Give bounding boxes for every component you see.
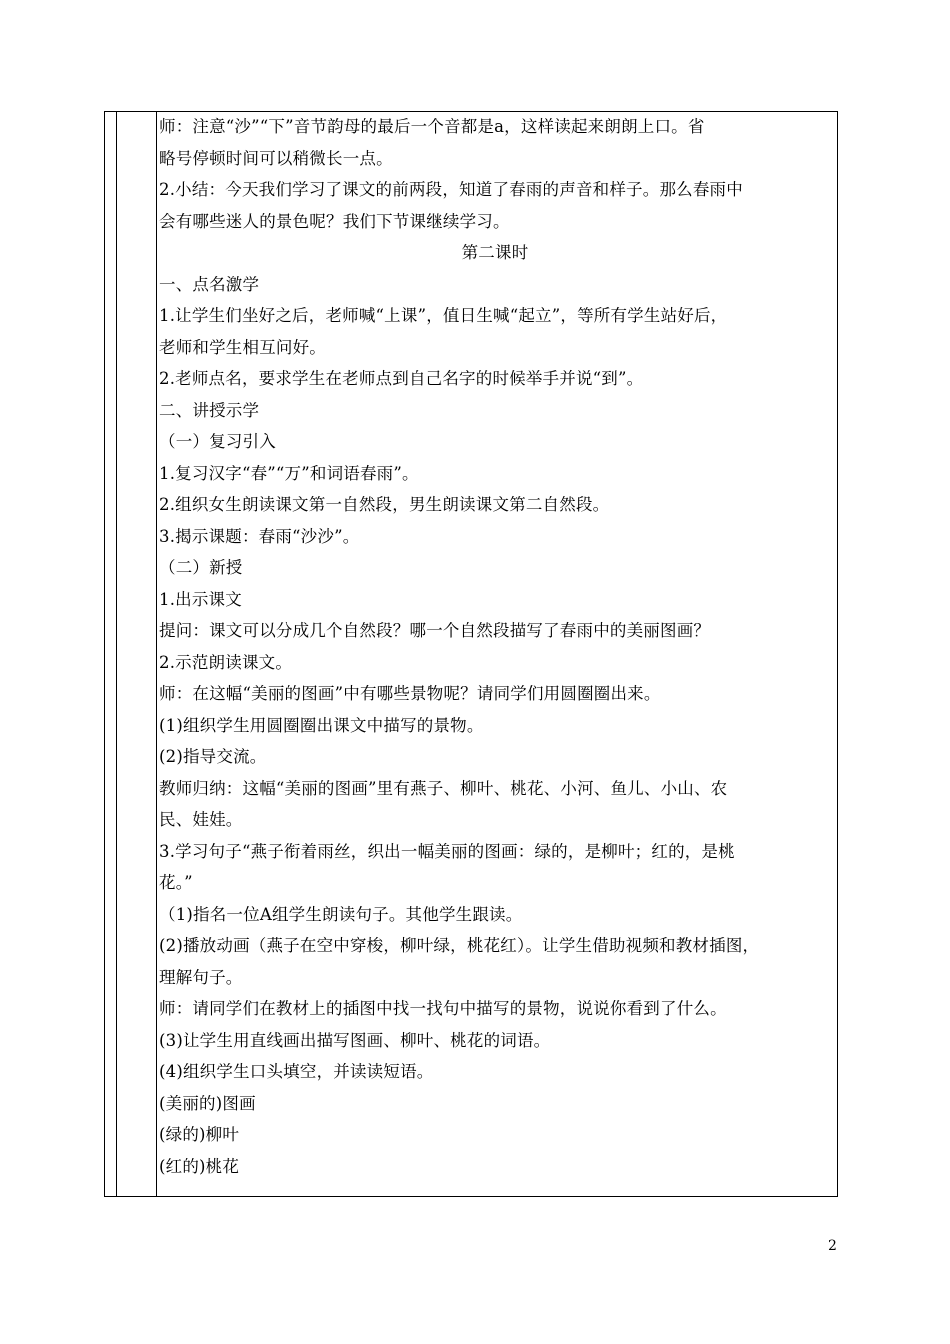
text-line: (绿的)柳叶 bbox=[159, 1125, 240, 1144]
text-line: 一、点名激学 bbox=[159, 274, 260, 294]
text-line: (1)组织学生用圆圈圈出课文中描写的景物。 bbox=[159, 715, 484, 735]
lesson-content bbox=[159, 116, 831, 1187]
text-line: 老师和学生相互问好。 bbox=[159, 337, 326, 357]
table-column-narrow bbox=[105, 112, 117, 1196]
text-line: 3.学习句子“燕子衔着雨丝，织出一幅美丽的图画：绿的，是柳叶；红的，是桃 bbox=[159, 841, 735, 861]
text-line: 2.小结：今天我们学习了课文的前两段，知道了春雨的声音和样子。那么春雨中 bbox=[159, 180, 743, 199]
text-line: 民、娃娃。 bbox=[159, 810, 243, 829]
page-number: 2 bbox=[828, 1238, 837, 1254]
text-line: (2)指导交流。 bbox=[159, 747, 267, 766]
text-line: 略号停顿时间可以稍微长一点。 bbox=[159, 148, 393, 168]
text-line: (红的)桃花 bbox=[159, 1156, 240, 1176]
text-line: (美丽的)图画 bbox=[159, 1093, 256, 1113]
text-line: 2.示范朗读课文。 bbox=[159, 652, 293, 672]
text-line: （一）复习引入 bbox=[159, 432, 276, 451]
text-line: 1.出示课文 bbox=[159, 589, 242, 609]
text-line: 师：注意“沙”“下”音节韵母的最后一个音都是a，这样读起来朗朗上口。省 bbox=[159, 117, 705, 136]
text-line: 提问：课文可以分成几个自然段？哪一个自然段描写了春雨中的美丽图画？ bbox=[159, 621, 711, 640]
text-line: 2.组织女生朗读课文第一自然段，男生朗读课文第二自然段。 bbox=[159, 495, 610, 514]
text-line: 3.揭示课题：春雨“沙沙”。 bbox=[159, 526, 360, 546]
text-line: 教师归纳：这幅“美丽的图画”里有燕子、柳叶、桃花、小河、鱼儿、小山、农 bbox=[159, 778, 728, 798]
text-line: （1)指名一位A组学生朗读句子。其他学生跟读。 bbox=[159, 904, 523, 924]
text-line: （二）新授 bbox=[159, 558, 243, 577]
text-line: 理解句子。 bbox=[159, 967, 243, 987]
text-line: 1.复习汉字“春”“万”和词语春雨”。 bbox=[159, 463, 419, 483]
section-heading: 第二课时 bbox=[461, 243, 529, 262]
text-line: 二、讲授示学 bbox=[159, 400, 260, 420]
text-line: (4)组织学生口头填空，并读读短语。 bbox=[159, 1062, 434, 1081]
text-line: 师：在这幅“美丽的图画”中有哪些景物呢？请同学们用圆圈圈出来。 bbox=[159, 684, 661, 703]
text-line: 师：请同学们在教材上的插图中找一找句中描写的景物，说说你看到了什么。 bbox=[159, 999, 727, 1018]
text-line: 会有哪些迷人的景色呢？我们下节课继续学习。 bbox=[159, 211, 510, 231]
text-line: 2.老师点名，要求学生在老师点到自己名字的时候举手并说“到”。 bbox=[159, 369, 644, 388]
text-line: (3)让学生用直线画出描写图画、柳叶、桃花的词语。 bbox=[159, 1030, 551, 1050]
text-line: 花。” bbox=[159, 873, 193, 892]
text-line: 1.让学生们坐好之后，老师喊“上课”，值日生喊“起立”，等所有学生站好后， bbox=[159, 306, 728, 325]
text-line: (2)播放动画（燕子在空中穿梭，柳叶绿，桃花红）。让学生借助视频和教材插图， bbox=[159, 936, 760, 955]
table-column-label bbox=[117, 112, 157, 1196]
